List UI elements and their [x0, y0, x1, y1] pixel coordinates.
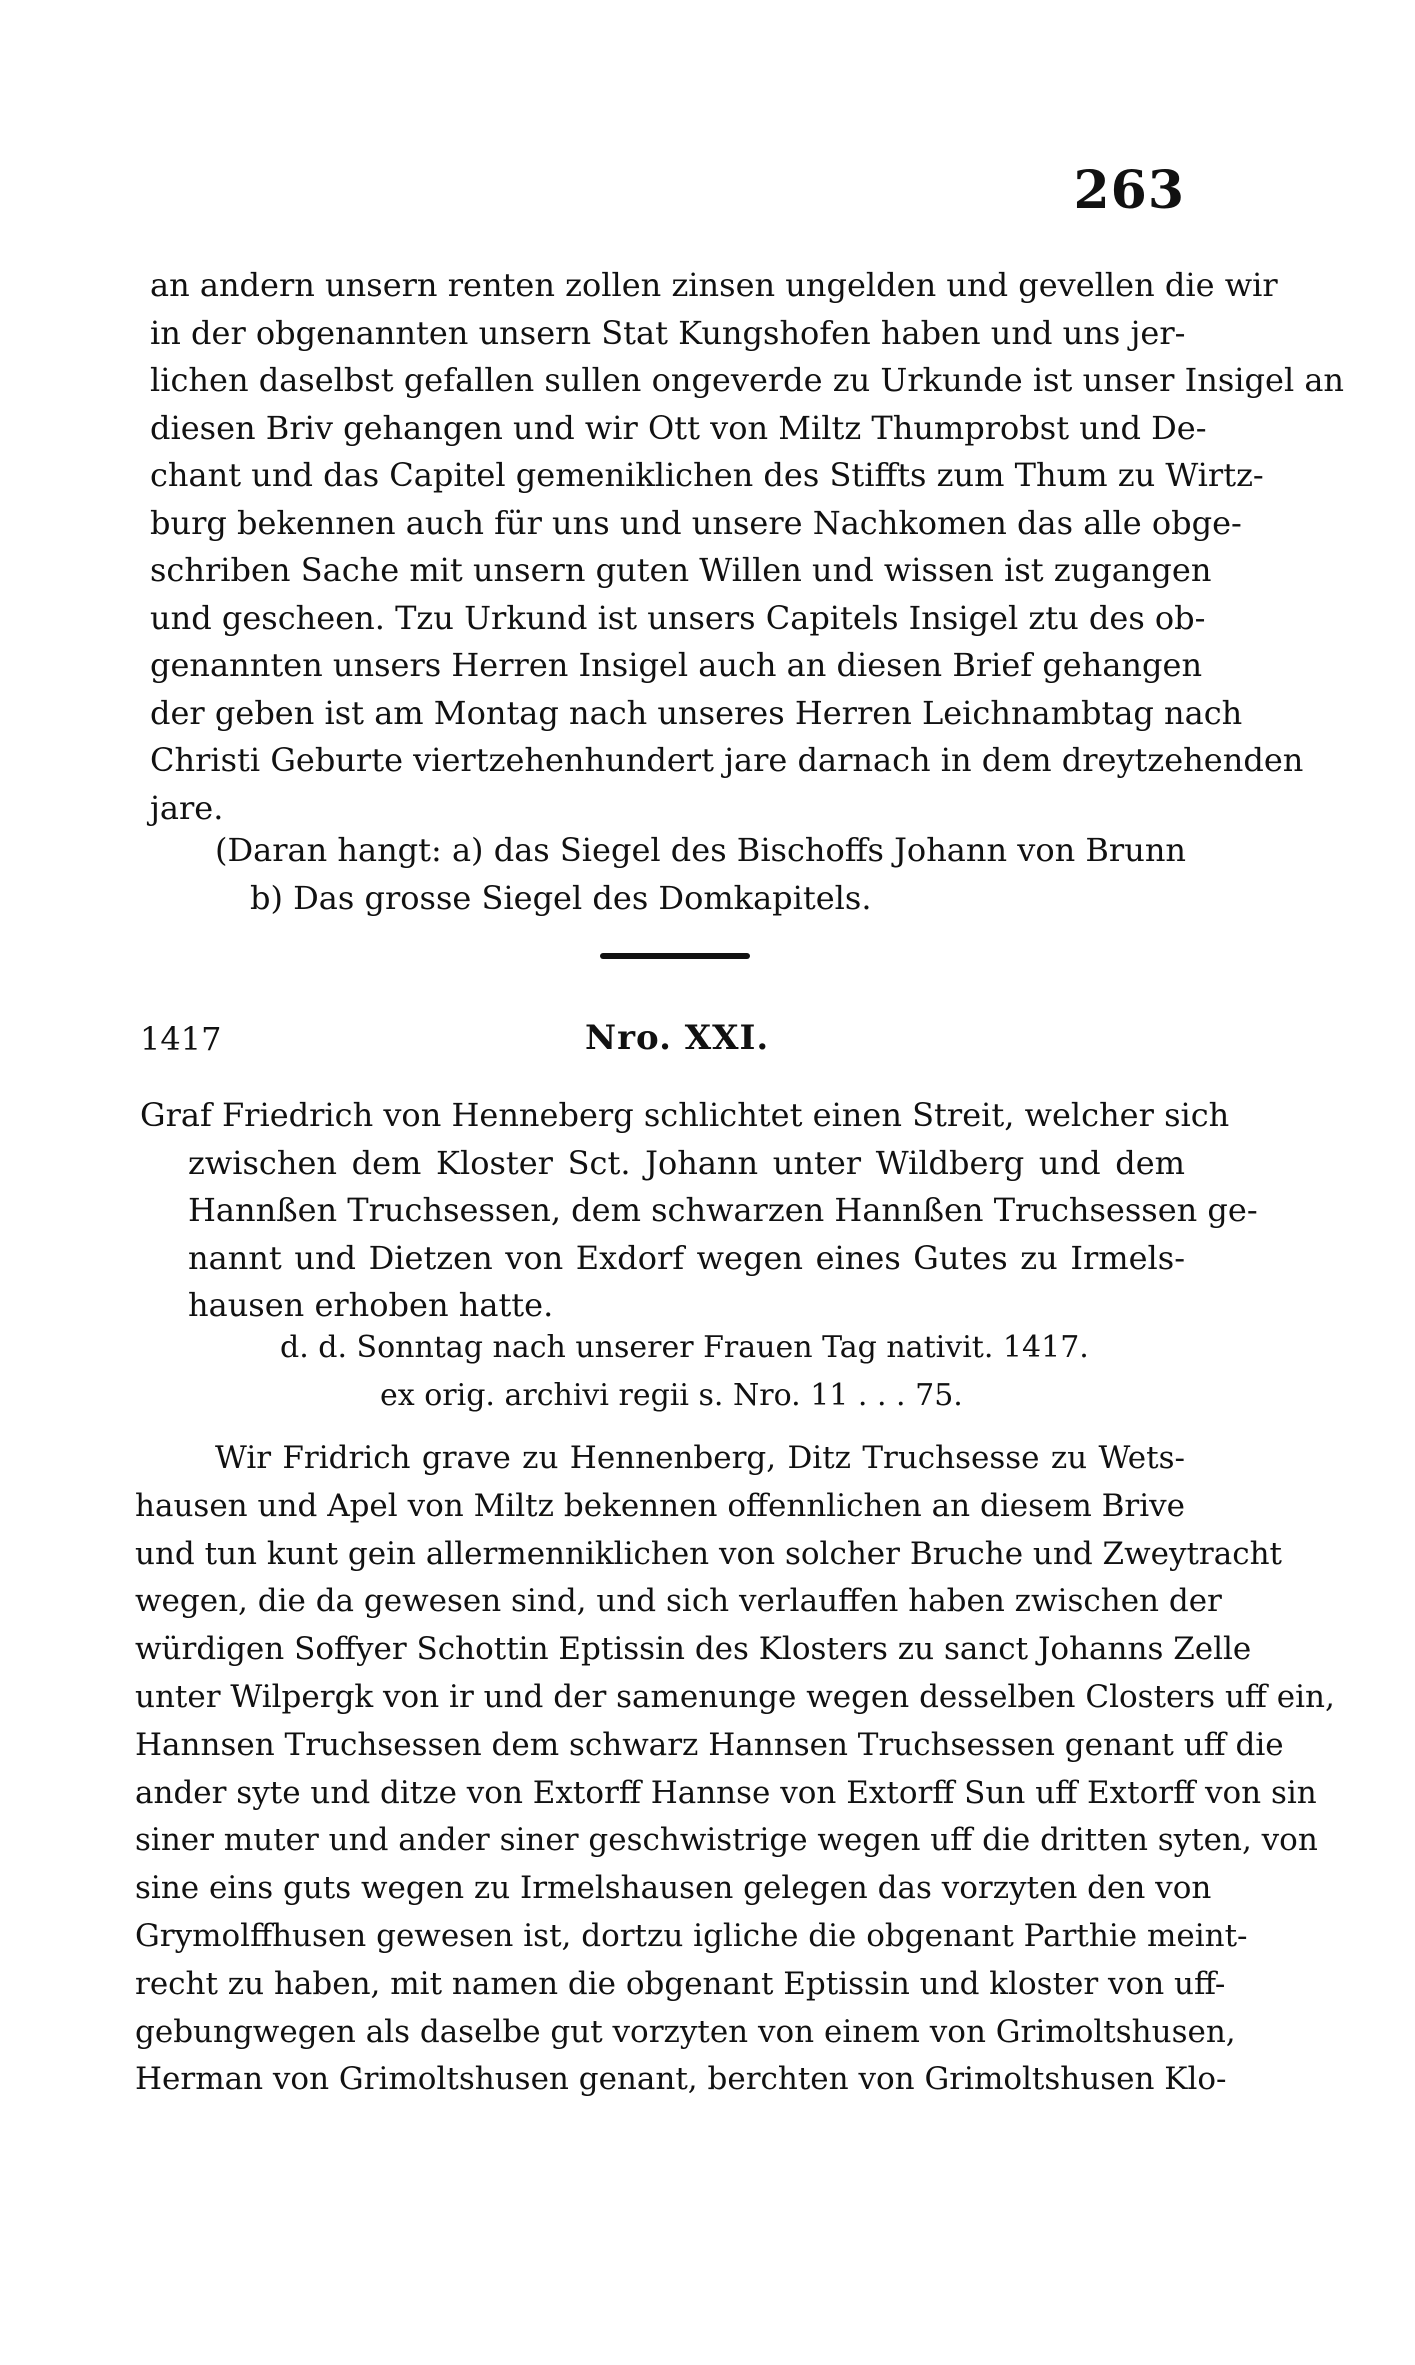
summary-line: zwischen dem Kloster Sct. Johann unter Wildberg und dem [188, 1143, 1185, 1182]
body-line: unter Wilpergk von ir und der samenunge wegen desselben Closters uff ein, [135, 1678, 1335, 1715]
summary-line: nannt und Dietzen von Exdorf wegen eines Gutes zu Irmels- [188, 1238, 1185, 1277]
summary-line: Hannßen Truchsessen, dem schwarzen Hannßen Truchsessen ge- [188, 1191, 1258, 1229]
text-line: schriben Sache mit unsern guten Willen und wissen ist zugangen [150, 551, 1212, 589]
text-line: genannten unsers Herren Insigel auch an diesen Brief gehangen [150, 646, 1203, 684]
text-line: Christi Geburte viertzehenhundert jare darnach in dem dreytzehenden [150, 741, 1304, 779]
summary-line: Graf Friedrich von Henneberg schlichtet einen Streit, welcher sich [140, 1096, 1230, 1134]
body-line: ander syte und ditze von Extorff Hannse von Extorff Sun uff Extorff von sin [135, 1774, 1317, 1811]
text-line: jare. [150, 788, 224, 827]
body-line: Hannsen Truchsessen dem schwarz Hannsen Truchsessen genant uff die [135, 1726, 1284, 1763]
text-line: der geben ist am Montag nach unseres Herren Leichnambtag nach [150, 693, 1243, 732]
summary-line: hausen erhoben hatte. [188, 1286, 554, 1324]
body-line: siner muter und ander siner geschwistrige wegen uff die dritten syten, von [135, 1822, 1318, 1859]
seal-note-line: b) Das grosse Siegel des Domkapitels. [250, 879, 872, 917]
previous-document-text [150, 262, 1345, 832]
seal-note [150, 826, 1185, 922]
text-line: in der obgenannten unsern Stat Kungshofen haben und uns jer- [150, 313, 1186, 352]
document-date: d. d. Sonntag nach unserer Frauen Tag nativit. 1417. [280, 1330, 1089, 1365]
text-line: burg bekennen auch für uns und unsere Nachkomen das alle obge- [150, 503, 1242, 542]
text-line: an andern unsern renten zollen zinsen ungelden und gevellen die wir [150, 266, 1278, 304]
document-title: Nro. XXI. [585, 1018, 770, 1058]
section-divider [600, 953, 750, 959]
body-line: hausen und Apel von Miltz bekennen offennlichen an diesem Brive [135, 1487, 1185, 1524]
text-line: chant und das Capitel gemeniklichen des Stiffts zum Thum zu Wirtz- [150, 456, 1264, 494]
body-line: Grymolffhusen gewesen ist, dortzu igliche die obgenant Parthie meint- [135, 1917, 1248, 1954]
text-line: diesen Briv gehangen und wir Ott von Miltz Thumprobst und De- [150, 408, 1207, 447]
document-body [135, 1435, 1335, 2104]
body-line: Wir Fridrich grave zu Hennenberg, Ditz Truchsesse zu Wets- [215, 1440, 1185, 1476]
body-line: und tun kunt gein allermenniklichen von solcher Bruche und Zweytracht [135, 1535, 1283, 1572]
document-source: ex orig. archivi regii s. Nro. 11 . . . 75. [380, 1378, 963, 1413]
text-line: und gescheen. Tzu Urkund ist unsers Capitels Insigel ztu des ob- [150, 598, 1206, 637]
body-line: Herman von Grimoltshusen genant, berchten von Grimoltshusen Klo- [135, 2061, 1227, 2098]
body-line: recht zu haben, mit namen die obgenant Eptissin und kloster von uff- [135, 1965, 1226, 2002]
seal-note-line: (Daran hangt: a) das Siegel des Bischoffs Johann von Brunn [215, 831, 1187, 869]
body-line: wegen, die da gewesen sind, und sich verlauffen haben zwischen der [135, 1583, 1222, 1620]
page-number: 263 [1073, 160, 1185, 221]
document-summary [140, 1092, 1258, 1330]
text-line: lichen daselbst gefallen sullen ongeverde zu Urkunde ist unser Insigel an [150, 361, 1345, 399]
document-year: 1417 [140, 1020, 222, 1058]
body-line: würdigen Soffyer Schottin Eptissin des Klosters zu sanct Johanns Zelle [135, 1631, 1252, 1668]
body-line: gebungwegen als daselbe gut vorzyten von einem von Grimoltshusen, [135, 2013, 1236, 2050]
body-line: sine eins guts wegen zu Irmelshausen gelegen das vorzyten den von [135, 1870, 1212, 1907]
